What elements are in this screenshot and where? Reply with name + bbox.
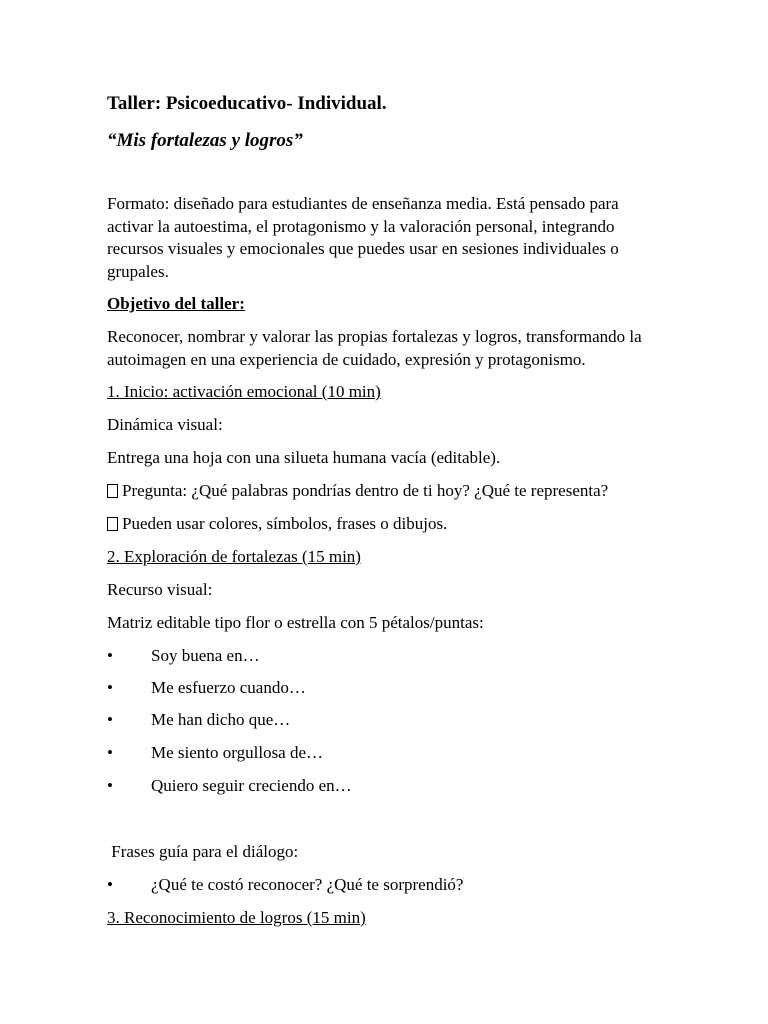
list-item-text: Me siento orgullosa de…: [151, 743, 324, 762]
pregunta-row: [107, 480, 608, 502]
list-item: [107, 709, 290, 731]
checkbox-icon: [107, 517, 118, 531]
list-item-text: Me han dicho que…: [151, 710, 291, 729]
bullet-icon: •: [107, 743, 113, 762]
list-item-text: Quiero seguir creciendo en…: [151, 776, 352, 795]
document-title: Taller: Psicoeducativo- Individual.: [107, 93, 387, 114]
bullet-icon: •: [107, 646, 113, 665]
dinamica-label: Dinámica visual:: [107, 415, 223, 434]
bullet-icon: •: [107, 875, 113, 894]
checkbox-icon: [107, 484, 118, 498]
list-item: [107, 645, 260, 667]
pregunta-text: Pregunta: ¿Qué palabras pondrías dentro de ti hoy? ¿Qué te representa?: [122, 481, 609, 500]
section2-heading: 2. Exploración de fortalezas (15 min): [107, 547, 361, 566]
list-item-text: Soy buena en…: [151, 646, 260, 665]
bullet-icon: •: [107, 710, 113, 729]
list-item: [107, 874, 463, 896]
recurso-label: Recurso visual:: [107, 580, 213, 599]
list-item-text: ¿Qué te costó reconocer? ¿Qué te sorprendió?: [151, 875, 464, 894]
document-subtitle: “Mis fortalezas y logros”: [107, 130, 303, 151]
matriz-text: Matriz editable tipo flor o estrella con 5 pétalos/puntas:: [107, 613, 484, 632]
frases-heading: Frases guía para el diálogo:: [107, 842, 299, 861]
section3-heading: 3. Reconocimiento de logros (15 min): [107, 908, 366, 927]
bullet-icon: •: [107, 776, 113, 795]
objetivo-paragraph: Reconocer, nombrar y valorar las propias fortalezas y logros, transformando la autoimagen en una experiencia de cuidado, expresión y protagonismo.: [107, 327, 642, 369]
entrega-text: Entrega una hoja con una silueta humana vacía (editable).: [107, 448, 501, 467]
objetivo-heading: Objetivo del taller:: [107, 294, 245, 313]
pueden-row: [107, 513, 447, 535]
section1-heading: 1. Inicio: activación emocional (10 min): [107, 382, 381, 401]
pueden-text: Pueden usar colores, símbolos, frases o dibujos.: [122, 514, 448, 533]
list-item-text: Me esfuerzo cuando…: [151, 678, 306, 697]
list-item: [107, 677, 306, 699]
list-item: [107, 775, 352, 797]
list-item: [107, 742, 323, 764]
bullet-icon: •: [107, 678, 113, 697]
formato-paragraph: Formato: diseñado para estudiantes de enseñanza media. Está pensado para activar la autoestima, el protagonismo y la valoración personal, integrando recursos visuales y emocionales que puedes usar en sesiones individuales o grupales.: [107, 194, 619, 281]
